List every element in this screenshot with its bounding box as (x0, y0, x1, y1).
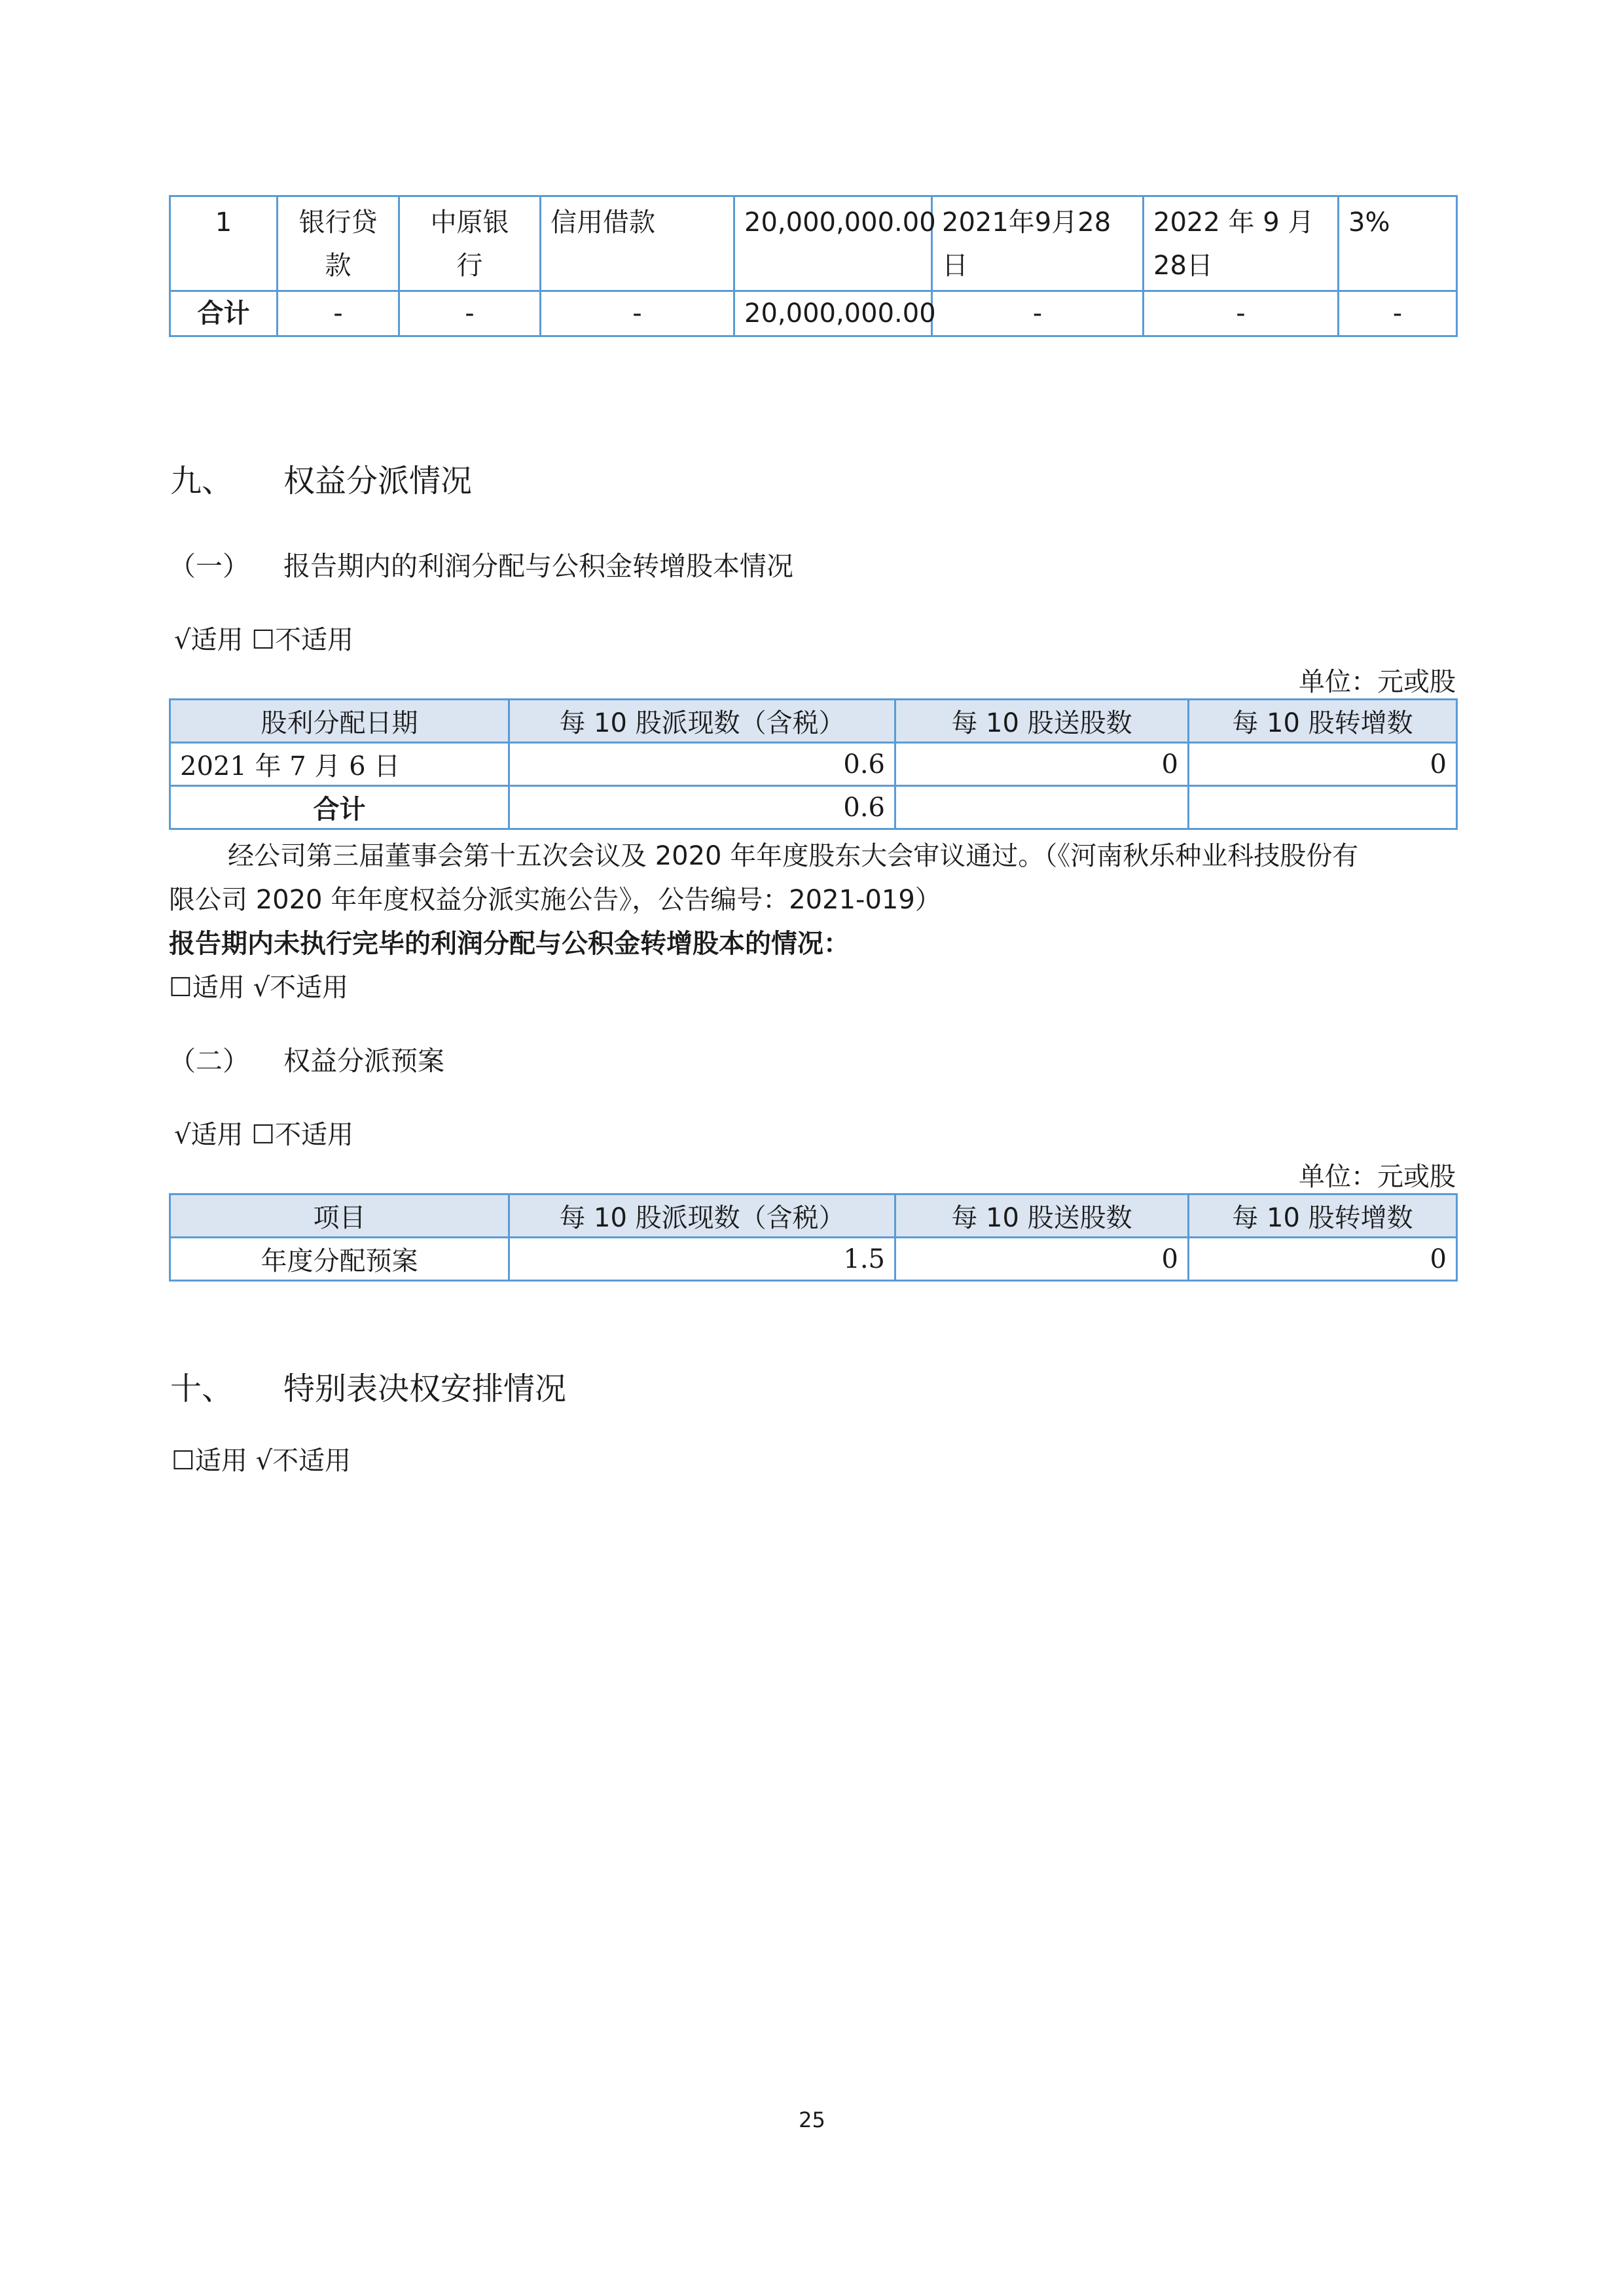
loan-table (169, 195, 1458, 337)
sub2-unit: 单位：元或股 (1299, 1162, 1456, 1192)
total-bonus (895, 786, 1189, 829)
dividend-note (169, 834, 1456, 1010)
page-number: 25 (799, 2108, 825, 2132)
plan-cash-per-10: 1.5 (509, 1238, 895, 1281)
section10-title: 特别表决权安排情况 (283, 1371, 567, 1407)
dividend-table (169, 698, 1458, 830)
loan-type: 银行贷 款 (278, 196, 399, 291)
header-cell: 股利分配日期 (170, 700, 509, 743)
total-dash: - (541, 291, 734, 336)
bonus-per-10: 0 (895, 743, 1189, 786)
note-line: 经公司第三届董事会第十五次会议及 2020 年年度股东大会审议通过。（《河南秋乐种业科技股份有 (228, 841, 1359, 871)
table-header-row (170, 700, 1457, 743)
total-cash: 0.6 (509, 786, 895, 829)
section10-applicable: ☐适用 √不适用 (171, 1446, 352, 1476)
header-cell: 每 10 股送股数 (895, 1194, 1189, 1238)
section9-number: 九、 (170, 463, 234, 499)
plan-item: 年度分配预案 (170, 1238, 509, 1281)
total-dash: - (399, 291, 541, 336)
plan-table (169, 1193, 1458, 1282)
total-label: 合计 (170, 786, 509, 829)
sub2-number: （二） (169, 1045, 249, 1077)
section9-title: 权益分派情况 (283, 463, 473, 499)
loan-no: 1 (170, 196, 278, 291)
loan-rate: 3% (1339, 196, 1457, 291)
total-dash: - (278, 291, 399, 336)
sub1-unit: 单位：元或股 (1299, 667, 1456, 697)
table-row (170, 1238, 1457, 1281)
total-amount: 20,000,000.00 (734, 291, 932, 336)
pending-title: 报告期内未执行完毕的利润分配与公积金转增股本的情况： (169, 929, 850, 959)
table-row (170, 196, 1457, 291)
table-header-row (170, 1194, 1457, 1238)
total-label: 合计 (170, 291, 278, 336)
dividend-date: 2021 年 7 月 6 日 (170, 743, 509, 786)
sub1-applicable: √适用 ☐不适用 (174, 625, 354, 655)
sub1-number: （一） (169, 550, 249, 582)
loan-amount: 20,000,000.00 (734, 196, 932, 291)
loan-lender: 中原银 行 (399, 196, 541, 291)
transfer-per-10: 0 (1189, 743, 1457, 786)
header-cell: 每 10 股转增数 (1189, 700, 1457, 743)
header-cell: 每 10 股派现数（含税） (509, 700, 895, 743)
loan-method: 信用借款 (541, 196, 734, 291)
total-dash: - (1339, 291, 1457, 336)
total-dash: - (932, 291, 1144, 336)
header-cell: 每 10 股派现数（含税） (509, 1194, 895, 1238)
table-row (170, 743, 1457, 786)
table-row (170, 786, 1457, 829)
pending-applicable: ☐适用 √不适用 (169, 973, 349, 1003)
loan-end: 2022 年 9 月 28日 (1144, 196, 1339, 291)
loan-start: 2021年9月28 日 (932, 196, 1144, 291)
plan-bonus-per-10: 0 (895, 1238, 1189, 1281)
header-cell: 每 10 股转增数 (1189, 1194, 1457, 1238)
sub2-applicable: √适用 ☐不适用 (174, 1120, 354, 1150)
header-cell: 项目 (170, 1194, 509, 1238)
sub1-title: 报告期内的利润分配与公积金转增股本情况 (283, 550, 793, 582)
table-row (170, 291, 1457, 336)
sub2-title: 权益分派预案 (283, 1045, 444, 1077)
section10-number: 十、 (170, 1371, 234, 1407)
header-cell: 每 10 股送股数 (895, 700, 1189, 743)
note-line: 限公司 2020 年年度权益分派实施公告》，公告编号：2021-019） (169, 885, 941, 915)
total-transfer (1189, 786, 1457, 829)
plan-transfer-per-10: 0 (1189, 1238, 1457, 1281)
cash-per-10: 0.6 (509, 743, 895, 786)
total-dash: - (1144, 291, 1339, 336)
